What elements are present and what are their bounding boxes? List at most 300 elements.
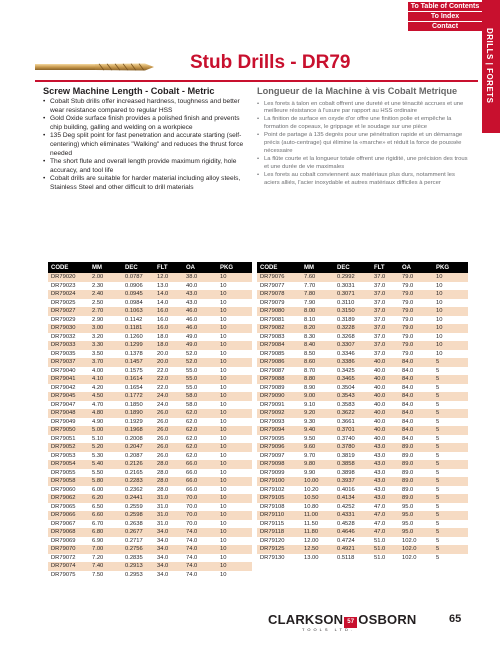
cell-oa: 84.0 <box>402 392 436 401</box>
cell-code: DR79067 <box>51 520 76 527</box>
cell-mm: 4.50 <box>92 392 125 401</box>
cell-pkg: 10 <box>220 554 227 561</box>
cell-code: DR79096 <box>257 443 304 452</box>
index-link[interactable]: To Index <box>408 12 482 21</box>
table-row <box>48 477 252 486</box>
cell-mm: 4.70 <box>92 401 104 408</box>
cell-flt: 31.0 <box>157 494 186 503</box>
french-description <box>257 86 472 188</box>
table-row <box>48 511 252 520</box>
cell-mm: 12.50 <box>304 545 337 554</box>
section-side-tab-label: DRILLS | FORETS <box>485 28 494 104</box>
cell-oa: 46.0 <box>186 324 220 333</box>
cell-flt: 26.0 <box>157 443 186 452</box>
cell-mm: 5.00 <box>92 426 125 435</box>
cell-mm: 7.70 <box>304 282 316 289</box>
cell-pkg: 10 <box>220 460 252 469</box>
cell-pkg: 10 <box>436 341 468 350</box>
cell-pkg: 10 <box>220 562 252 571</box>
cell-code: DR79049 <box>51 418 76 425</box>
cell-mm: 2.90 <box>92 316 104 323</box>
french-bullet: • Les forets au cobalt conviennent aux matériaux plus durs, notamment les aciers alliés, l'acier inoxydable et autres matériaux difficiles à percer <box>257 172 472 188</box>
cell-mm: 3.70 <box>92 358 125 367</box>
cell-code: DR79033 <box>48 341 92 350</box>
cell-flt: 14.0 <box>157 290 186 299</box>
table-row <box>257 443 468 452</box>
cell-flt: 34.0 <box>157 537 169 544</box>
column-header-mm: MM <box>304 262 337 273</box>
table-row <box>257 299 468 308</box>
cell-flt: 37.0 <box>374 299 386 306</box>
cell-code: DR79035 <box>51 350 76 357</box>
cell-oa: 89.0 <box>402 477 436 486</box>
cell-oa: 74.0 <box>186 571 198 578</box>
table-row <box>257 282 468 291</box>
page-title: Stub Drills - DR79 <box>190 52 351 73</box>
cell-oa: 66.0 <box>186 486 198 493</box>
cell-mm: 2.50 <box>92 299 104 306</box>
table-row <box>48 350 252 359</box>
cell-flt: 40.0 <box>374 367 386 374</box>
column-header-dec: DEC <box>337 262 374 273</box>
cell-code: DR79089 <box>260 384 285 391</box>
cell-dec: 0.3110 <box>337 299 355 306</box>
cell-pkg: 10 <box>220 273 252 282</box>
cell-oa: 62.0 <box>186 426 220 435</box>
cell-dec: 0.1142 <box>125 316 143 323</box>
cell-mm: 9.30 <box>304 418 316 425</box>
cell-oa: 102.0 <box>402 554 417 561</box>
cell-dec: 0.4646 <box>337 528 374 537</box>
table-row <box>48 324 252 333</box>
brand-subtitle: TOOLS LTD. <box>302 627 355 632</box>
cell-pkg: 10 <box>220 520 227 527</box>
column-header-oa: OA <box>402 262 436 273</box>
cell-pkg: 10 <box>220 316 227 323</box>
cell-flt: 31.0 <box>157 511 186 520</box>
cell-mm: 8.30 <box>304 333 316 340</box>
table-row <box>48 460 252 469</box>
cell-code: DR79074 <box>48 562 92 571</box>
cell-pkg: 5 <box>436 503 440 510</box>
cell-dec: 0.1260 <box>125 333 143 340</box>
cell-mm: 7.80 <box>304 290 337 299</box>
column-header-flt: FLT <box>374 262 402 273</box>
cell-dec: 0.3150 <box>337 307 374 316</box>
cell-code: DR79097 <box>260 452 285 459</box>
cell-code: DR79027 <box>48 307 92 316</box>
brand-name-right: OSBORN <box>358 612 417 627</box>
cell-flt: 43.0 <box>374 469 386 476</box>
cell-code: DR79115 <box>260 520 285 527</box>
cell-code: DR79024 <box>48 290 92 299</box>
cell-oa: 95.0 <box>402 528 436 537</box>
cell-flt: 40.0 <box>374 426 402 435</box>
cell-dec: 0.3071 <box>337 290 374 299</box>
cell-mm: 8.90 <box>304 384 316 391</box>
english-bullet: • Gold Oxide surface finish provides a polished finish and prevents chip building, galling and welding on a workpiece <box>43 115 251 132</box>
cell-mm: 12.00 <box>304 537 319 544</box>
table-row <box>48 554 252 563</box>
cell-flt: 26.0 <box>157 426 186 435</box>
cell-dec: 0.1614 <box>125 375 157 384</box>
table-row <box>257 307 468 316</box>
cell-oa: 62.0 <box>186 452 198 459</box>
cell-dec: 0.4724 <box>337 537 355 544</box>
cell-pkg: 10 <box>220 452 227 459</box>
cell-code: DR79020 <box>48 273 92 282</box>
cell-mm: 7.90 <box>304 299 316 306</box>
cell-mm: 8.20 <box>304 324 337 333</box>
cell-oa: 49.0 <box>186 341 220 350</box>
cell-code: DR79118 <box>257 528 304 537</box>
cell-oa: 43.0 <box>186 290 220 299</box>
cell-pkg: 5 <box>436 443 468 452</box>
column-header-dec: DEC <box>125 262 157 273</box>
cell-dec: 0.2756 <box>125 545 157 554</box>
cell-dec: 0.3504 <box>337 384 355 391</box>
cell-oa: 84.0 <box>402 435 414 442</box>
cell-mm: 8.70 <box>304 367 316 374</box>
table-row <box>48 452 252 461</box>
cell-oa: 74.0 <box>186 537 198 544</box>
cell-mm: 7.00 <box>92 545 125 554</box>
cell-pkg: 5 <box>436 520 440 527</box>
table-row <box>48 333 252 342</box>
table-row <box>257 333 468 342</box>
cell-mm: 11.80 <box>304 528 337 537</box>
cell-dec: 0.1457 <box>125 358 157 367</box>
cell-mm: 8.60 <box>304 358 337 367</box>
cell-flt: 47.0 <box>374 511 402 520</box>
table-row <box>48 435 252 444</box>
cell-dec: 0.1968 <box>125 426 157 435</box>
cell-dec: 0.0984 <box>125 299 143 306</box>
table-row <box>257 460 468 469</box>
cell-pkg: 10 <box>220 392 252 401</box>
cell-code: DR79130 <box>260 554 285 561</box>
cell-dec: 0.1654 <box>125 384 143 391</box>
cell-oa: 55.0 <box>186 375 220 384</box>
cell-code: DR79076 <box>257 273 304 282</box>
cell-oa: 40.0 <box>186 282 198 289</box>
cell-mm: 4.00 <box>92 367 104 374</box>
cell-dec: 0.2559 <box>125 503 143 510</box>
cell-mm: 9.00 <box>304 392 337 401</box>
cell-pkg: 10 <box>220 511 252 520</box>
cell-mm: 2.40 <box>92 290 125 299</box>
cell-flt: 31.0 <box>157 520 169 527</box>
cell-oa: 84.0 <box>402 358 436 367</box>
cell-dec: 0.1890 <box>125 409 157 418</box>
table-row <box>257 316 468 325</box>
cell-mm: 7.20 <box>92 554 104 561</box>
section-side-tab <box>482 0 500 133</box>
cell-flt: 43.0 <box>374 494 402 503</box>
cell-dec: 0.2835 <box>125 554 143 561</box>
cell-code: DR79066 <box>48 511 92 520</box>
french-bullet: • La flûte courte et la longueur totale offrent une rigidité, une précision des trous et une durée de vie maximales <box>257 156 472 172</box>
cell-dec: 0.2598 <box>125 511 157 520</box>
cell-oa: 79.0 <box>402 282 414 289</box>
cell-flt: 47.0 <box>374 520 386 527</box>
cell-code: DR79055 <box>51 469 76 476</box>
cell-dec: 0.1181 <box>125 324 157 333</box>
cell-oa: 46.0 <box>186 307 220 316</box>
cell-pkg: 10 <box>220 537 227 544</box>
table-row <box>257 401 468 410</box>
cell-dec: 0.3661 <box>337 418 355 425</box>
cell-pkg: 5 <box>436 460 468 469</box>
table-row <box>48 571 252 580</box>
cell-dec: 0.3701 <box>337 426 374 435</box>
cell-flt: 37.0 <box>374 324 402 333</box>
cell-pkg: 10 <box>220 486 227 493</box>
table-row <box>257 341 468 350</box>
cell-mm: 9.70 <box>304 452 316 459</box>
cell-oa: 79.0 <box>402 341 436 350</box>
column-header-oa: OA <box>186 262 220 273</box>
cell-oa: 79.0 <box>402 307 436 316</box>
table-row <box>257 350 468 359</box>
cell-flt: 34.0 <box>157 562 186 571</box>
cell-mm: 7.40 <box>92 562 125 571</box>
cell-pkg: 10 <box>220 290 252 299</box>
cell-oa: 52.0 <box>186 350 198 357</box>
table-row <box>48 503 252 512</box>
cell-pkg: 10 <box>220 435 227 442</box>
table-header-row <box>257 262 468 273</box>
cell-flt: 28.0 <box>157 486 169 493</box>
cell-pkg: 10 <box>436 307 468 316</box>
cell-pkg: 5 <box>436 375 468 384</box>
cell-code: DR79102 <box>260 486 285 493</box>
cell-pkg: 10 <box>220 528 252 537</box>
cell-mm: 10.20 <box>304 486 319 493</box>
cell-pkg: 10 <box>220 477 252 486</box>
cell-code: DR79085 <box>260 350 285 357</box>
cell-flt: 20.0 <box>157 358 186 367</box>
cell-flt: 18.0 <box>157 333 169 340</box>
contact-link[interactable]: Contact <box>408 22 482 31</box>
french-heading: Longueur de la Machine à vis Cobalt Metrique <box>257 86 458 96</box>
cell-code: DR79047 <box>51 401 76 408</box>
cell-dec: 0.2087 <box>125 452 143 459</box>
cell-flt: 26.0 <box>157 452 169 459</box>
cell-pkg: 5 <box>436 554 440 561</box>
table-row <box>48 367 252 376</box>
cell-flt: 34.0 <box>157 554 169 561</box>
table-row <box>48 282 252 291</box>
cell-flt: 24.0 <box>157 401 169 408</box>
cell-code: DR79072 <box>51 554 76 561</box>
cell-code: DR79093 <box>260 418 285 425</box>
cell-mm: 10.50 <box>304 494 337 503</box>
cell-oa: 95.0 <box>402 511 436 520</box>
table-row <box>48 341 252 350</box>
cell-flt: 13.0 <box>157 282 169 289</box>
cell-code: DR79090 <box>257 392 304 401</box>
cell-mm: 6.20 <box>92 494 125 503</box>
cell-flt: 31.0 <box>157 503 169 510</box>
cell-dec: 0.2362 <box>125 486 143 493</box>
cell-pkg: 5 <box>436 528 468 537</box>
cell-code: DR79098 <box>257 460 304 469</box>
cell-oa: 62.0 <box>186 418 198 425</box>
french-bullet: • La finition de surface en oxyde d'or offre une finition polie et empêche la formation de copeaux, le grippage et le soudage sur une pièce <box>257 116 472 132</box>
cell-pkg: 10 <box>220 375 252 384</box>
cell-code: DR79048 <box>48 409 92 418</box>
cell-flt: 40.0 <box>374 375 402 384</box>
cell-oa: 79.0 <box>402 324 436 333</box>
cell-pkg: 10 <box>220 341 252 350</box>
cell-pkg: 10 <box>220 545 252 554</box>
cell-oa: 79.0 <box>402 350 414 357</box>
cell-pkg: 10 <box>220 443 252 452</box>
cell-pkg: 10 <box>220 409 252 418</box>
cell-pkg: 10 <box>436 282 443 289</box>
cell-flt: 40.0 <box>374 409 402 418</box>
cell-oa: 70.0 <box>186 503 198 510</box>
table-row <box>257 426 468 435</box>
cell-pkg: 10 <box>220 426 252 435</box>
top-navigation <box>408 2 482 32</box>
cell-flt: 47.0 <box>374 528 402 537</box>
cell-mm: 6.00 <box>92 486 104 493</box>
cell-oa: 58.0 <box>186 392 220 401</box>
column-header-pkg: PKG <box>436 262 468 273</box>
table-row <box>48 494 252 503</box>
french-bullet: • Point de partage à 135 degrés pour une pénétration rapide et un démarrage précis (auto-centrage) qui élimine la «marche» et réduit la force de poussée nécessaire <box>257 132 472 156</box>
cell-flt: 37.0 <box>374 350 386 357</box>
cell-flt: 40.0 <box>374 384 386 391</box>
cell-oa: 102.0 <box>402 545 436 554</box>
table-row <box>48 545 252 554</box>
cell-dec: 0.1575 <box>125 367 143 374</box>
cell-flt: 37.0 <box>374 282 386 289</box>
cell-flt: 34.0 <box>157 528 186 537</box>
cell-code: DR79094 <box>257 426 304 435</box>
cell-oa: 52.0 <box>186 358 220 367</box>
cell-dec: 0.3937 <box>337 477 374 486</box>
cell-oa: 79.0 <box>402 316 414 323</box>
table-row <box>48 384 252 393</box>
cell-pkg: 10 <box>220 307 252 316</box>
cell-dec: 0.3819 <box>337 452 355 459</box>
cell-dec: 0.5118 <box>337 554 355 561</box>
cell-code: DR79051 <box>51 435 76 442</box>
cell-code: DR79065 <box>51 503 76 510</box>
cell-flt: 51.0 <box>374 537 386 544</box>
table-row <box>48 316 252 325</box>
cell-flt: 12.0 <box>157 273 186 282</box>
english-bullet: • 135 Deg split point for fast penetration and accurate starting (self-centering) which eliminates "Walking" and reduces the thrust force needed <box>43 132 251 158</box>
table-row <box>257 367 468 376</box>
cell-dec: 0.3031 <box>337 282 355 289</box>
cell-flt: 24.0 <box>157 392 186 401</box>
cell-code: DR79041 <box>48 375 92 384</box>
cell-oa: 95.0 <box>402 503 414 510</box>
table-row <box>257 477 468 486</box>
cell-oa: 89.0 <box>402 494 436 503</box>
cell-oa: 55.0 <box>186 384 198 391</box>
cell-code: DR79091 <box>260 401 285 408</box>
cell-dec: 0.2992 <box>337 273 374 282</box>
cell-mm: 9.20 <box>304 409 337 418</box>
cell-dec: 0.3583 <box>337 401 355 408</box>
brand-emblem-icon: 57 <box>344 617 357 628</box>
cell-dec: 0.4016 <box>337 486 355 493</box>
english-bullet: • Cobalt Stub drills offer increased hardness, toughness and better wear resistance compared to regular HSS <box>43 98 251 115</box>
cell-oa: 102.0 <box>402 537 417 544</box>
cell-dec: 0.4331 <box>337 511 374 520</box>
cell-dec: 0.2638 <box>125 520 143 527</box>
table-row <box>257 486 468 495</box>
cell-code: DR79068 <box>48 528 92 537</box>
table-row <box>257 494 468 503</box>
cell-mm: 10.80 <box>304 503 319 510</box>
cell-mm: 6.90 <box>92 537 104 544</box>
cell-flt: 37.0 <box>374 316 386 323</box>
cell-mm: 5.20 <box>92 443 125 452</box>
cell-oa: 62.0 <box>186 435 198 442</box>
cell-pkg: 10 <box>436 316 443 323</box>
cell-pkg: 10 <box>220 494 252 503</box>
table-row <box>48 273 252 282</box>
cell-dec: 0.3189 <box>337 316 355 323</box>
cell-oa: 84.0 <box>402 401 414 408</box>
cell-flt: 43.0 <box>374 452 386 459</box>
cell-pkg: 10 <box>436 350 443 357</box>
cell-code: DR79080 <box>257 307 304 316</box>
table-row <box>257 469 468 478</box>
cell-mm: 5.40 <box>92 460 125 469</box>
cell-code: DR79083 <box>260 333 285 340</box>
table-row <box>257 273 468 282</box>
cell-pkg: 10 <box>220 469 227 476</box>
cell-flt: 43.0 <box>374 477 402 486</box>
cell-pkg: 10 <box>220 401 227 408</box>
cell-mm: 11.50 <box>304 520 319 527</box>
table-row <box>48 562 252 571</box>
cell-pkg: 5 <box>436 537 440 544</box>
cell-pkg: 5 <box>436 426 468 435</box>
cell-oa: 95.0 <box>402 520 414 527</box>
column-header-mm: MM <box>92 262 125 273</box>
cell-flt: 37.0 <box>374 341 402 350</box>
cell-mm: 9.80 <box>304 460 337 469</box>
cell-pkg: 5 <box>436 486 440 493</box>
cell-mm: 6.60 <box>92 511 125 520</box>
cell-oa: 74.0 <box>186 554 198 561</box>
cell-flt: 37.0 <box>374 273 402 282</box>
cell-code: DR79095 <box>260 435 285 442</box>
table-row <box>48 443 252 452</box>
cell-dec: 0.2283 <box>125 477 157 486</box>
english-heading: Screw Machine Length - Cobalt - Metric <box>43 86 215 96</box>
drill-bit-image <box>35 62 155 72</box>
cell-oa: 84.0 <box>402 375 436 384</box>
cell-code: DR79078 <box>257 290 304 299</box>
cell-mm: 7.60 <box>304 273 337 282</box>
cell-pkg: 10 <box>436 333 443 340</box>
table-row <box>48 392 252 401</box>
cell-pkg: 5 <box>436 409 468 418</box>
cell-dec: 0.4252 <box>337 503 355 510</box>
cell-oa: 89.0 <box>402 452 414 459</box>
table-of-contents-link[interactable]: To Table of Contents <box>408 2 482 11</box>
table-row <box>48 290 252 299</box>
